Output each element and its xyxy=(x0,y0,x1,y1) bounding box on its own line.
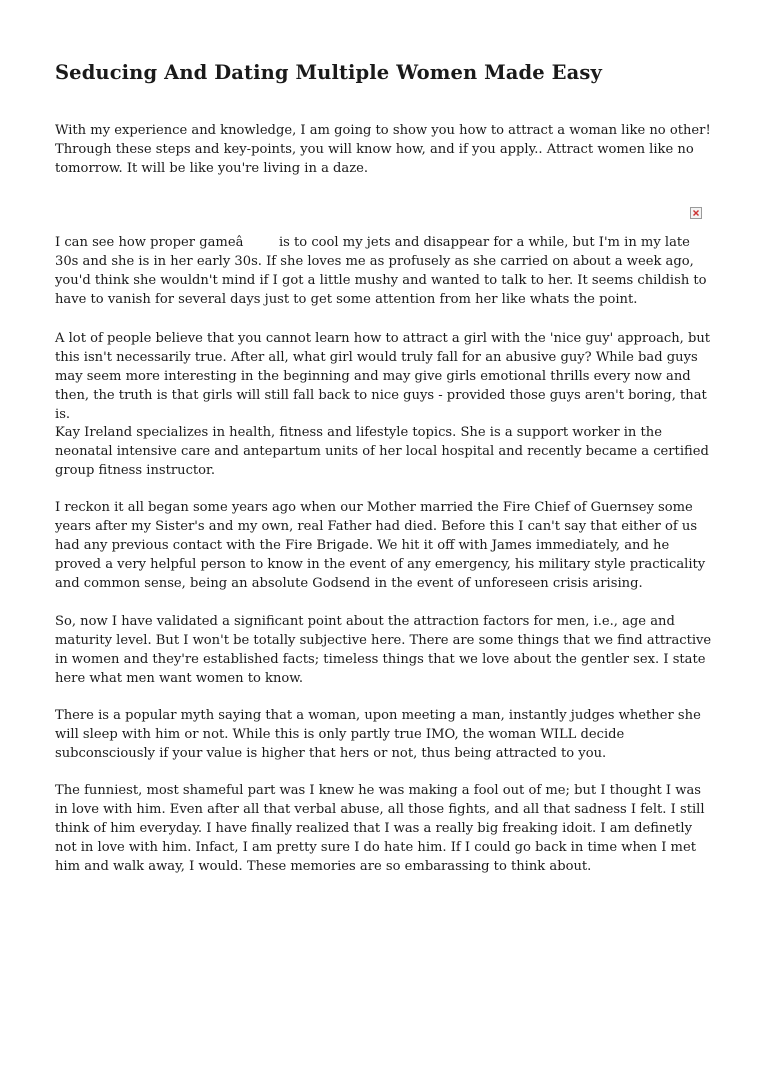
paragraph-funniest-part: The funniest, most shameful part was I knew he was making a fool out of me; but I thought I was in love with him. Even after all that verbal abuse, all those fights, and all that sadness I felt. I still think of him everyday. I have finally realized that I was a really big freaking idoit. I am definetly not in love with him. Infact, I am pretty sure I do hate him. If I could go back in time when I met him and walk away, I would. These memories are so embarassing to think about. xyxy=(55,783,705,874)
broken-image-icon xyxy=(690,207,702,219)
paragraph-proper-game: I can see how proper gameâ is to cool my jets and disappear for a while, but I'm in my late 30s and she is in her early 30s. If she loves me as profusely as she carried on about a week ago, you'd think she wouldn't mind if I got a little mushy and wanted to talk to her. It seems childish to have to vanish for several days just to get some attention from her like whats the point. xyxy=(55,235,707,307)
paragraph-nice-guy: A lot of people believe that you cannot learn how to attract a girl with the 'nice guy' approach, but this isn't necessarily true. After all, what girl would truly fall for an abusive guy? While bad guys may seem more interesting in the beginning and may give girls emotional thrills every now and then, the truth is that girls will still fall back to nice guys - provided those guys aren't boring, that is. xyxy=(55,331,711,422)
page-title: Seducing And Dating Multiple Women Made Easy xyxy=(55,61,602,84)
paragraph-intro: With my experience and knowledge, I am going to show you how to attract a woman like no other! Through these steps and key-points, you will know how, and if you apply.. Attract women like no tomorrow. It will be like you're living in a daze. xyxy=(55,123,711,176)
paragraph-fire-chief: I reckon it all began some years ago when our Mother married the Fire Chief of Guernsey some years after my Sister's and my own, real Father had died. Before this I can't say that either of us had any previous contact with the Fire Brigade. We hit it off with James immediately, and he proved a very helpful person to know in the event of any emergency, his military style practicality and common sense, being an absolute Godsend in the event of unforeseen crisis arising. xyxy=(55,500,706,591)
paragraph-attraction-factors: So, now I have validated a significant point about the attraction factors for men, i.e., age and maturity level. But I won't be totally subjective here. There are some things that we find attractive in women and they're established facts; timeless things that we love about the gentler sex. I state here what men want women to know. xyxy=(55,614,712,686)
paragraph-kay-ireland: Kay Ireland specializes in health, fitness and lifestyle topics. She is a support worker in the neonatal intensive care and antepartum units of her local hospital and recently became a certified group fitness instructor. xyxy=(55,425,709,478)
paragraph-popular-myth: There is a popular myth saying that a woman, upon meeting a man, instantly judges whether she will sleep with him or not. While this is only partly true IMO, the woman WILL decide subconsciously if your value is higher that hers or not, thus being attracted to you. xyxy=(55,708,701,761)
